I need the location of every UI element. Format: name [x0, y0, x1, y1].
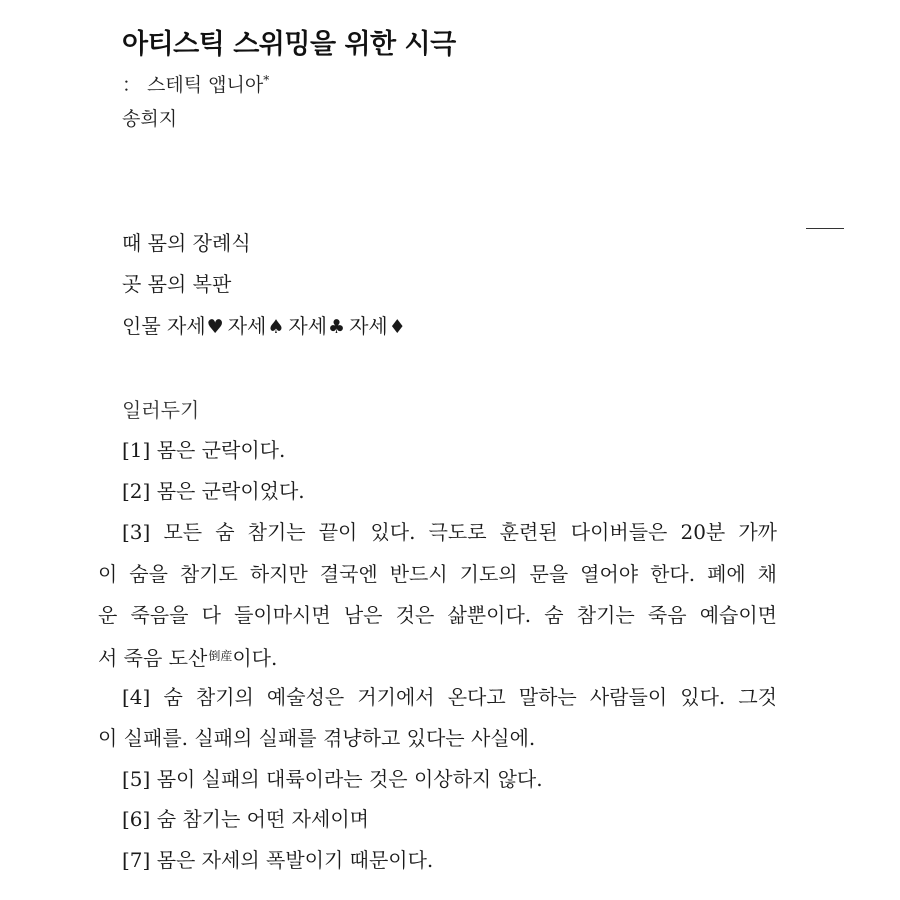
diamond-icon: ♦ — [388, 316, 406, 338]
notes-heading: 일러두기 — [122, 398, 200, 422]
setting-place: 곳 몸의 복판 — [122, 272, 232, 296]
setting-time: 때 몸의 장례식 — [122, 231, 251, 255]
character-spade: 자세♠ — [227, 314, 285, 338]
subtitle-text: ： 스테틱 앱니아 — [122, 74, 264, 96]
note-3-line-4: 서 죽음 도산$^{倒産}$이다. — [98, 646, 278, 670]
note-6: [6] 숨 참기는 어떤 자세이며 — [122, 807, 369, 831]
heart-icon: ♥ — [206, 316, 224, 338]
note-4-line-1: [4] 숨 참기의 예술성은 거기에서 온다고 말하는 사람들이 있다. 그것 — [122, 685, 777, 709]
note-4-line-2: 이 실패를. 실패의 실패를 겪냥하고 있다는 사실에. — [98, 726, 536, 750]
note-2: [2] 몸은 군락이었다. — [122, 479, 305, 503]
character-diamond: 자세♦ — [349, 314, 406, 338]
hanja-annotation: 倒産 — [208, 649, 233, 663]
author-name: 송희지 — [122, 108, 178, 130]
footnote-rule — [806, 228, 844, 229]
setting-characters — [122, 312, 410, 341]
footnote-mark: * — [263, 73, 270, 87]
poem-subtitle — [122, 70, 269, 97]
note-3-line-1: [3] 모든 숨 참기는 끝이 있다. 극도로 훈련된 다이버들은 20분 가까 — [122, 520, 777, 544]
note-1: [1] 몸은 군락이다. — [122, 438, 286, 462]
characters-label: 인물 — [122, 314, 161, 338]
note-5: [5] 몸이 실패의 대륙이라는 것은 이상하지 않다. — [122, 767, 543, 791]
note-7: [7] 몸은 자세의 폭발이기 때문이다. — [122, 848, 434, 872]
character-heart: 자세♥ — [167, 314, 224, 338]
spade-icon: ♠ — [267, 316, 285, 338]
note-3-line-2: 이 숨을 참기도 하지만 결국엔 반드시 기도의 문을 열어야 한다. 폐에 채 — [98, 562, 777, 586]
club-icon: ♣ — [328, 316, 346, 338]
character-club: 자세♣ — [288, 314, 346, 338]
note-3-line-3: 운 죽음을 다 들이마시면 남은 것은 삶뿐이다. 숨 참기는 죽음 예습이면 — [98, 603, 777, 627]
poem-title: 아티스틱 스위밍을 위한 시극 — [122, 29, 456, 60]
